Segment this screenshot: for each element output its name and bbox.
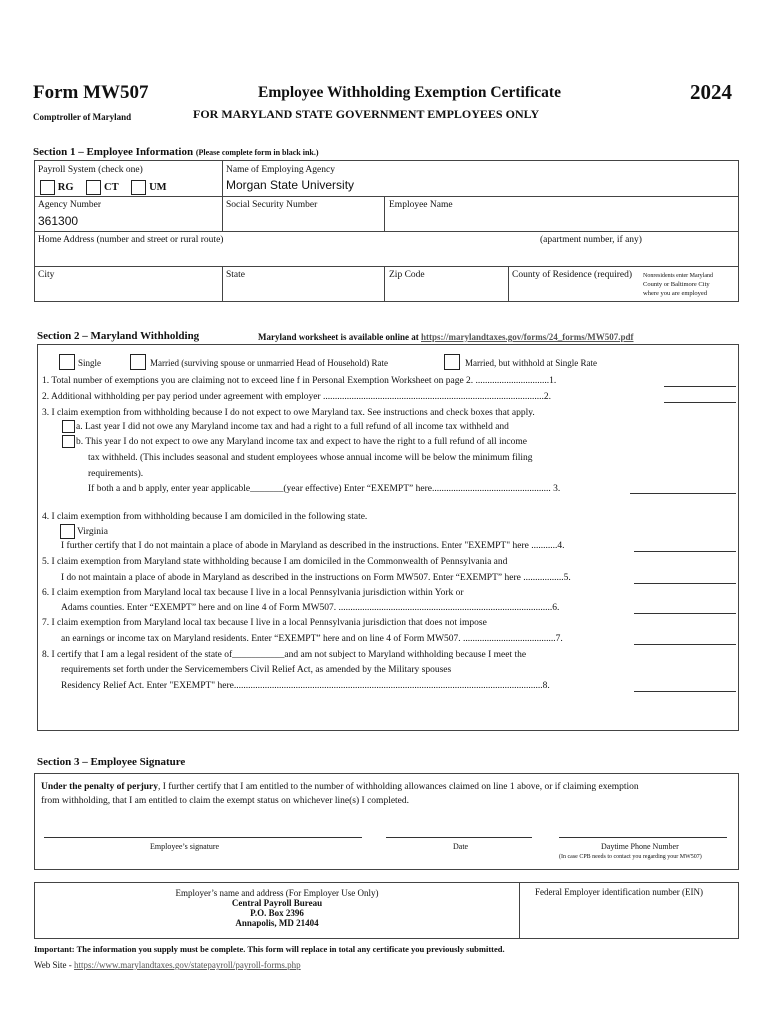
virginia-checkbox[interactable]	[60, 524, 75, 539]
line-3-input[interactable]	[630, 493, 736, 494]
agency-number-cell[interactable]	[35, 197, 223, 232]
line-5: 5. I claim exemption from Maryland state withholding because I am domiciled in the Commonwealth of Pennsylvania and	[42, 557, 508, 567]
line-8: 8. I certify that I am a legal resident of the state of___________and am not subject to Maryland withholding because I meet the	[42, 650, 527, 660]
important-note: Important: The information you supply must be complete. This form will replace in total any certificate you previously submitted.	[34, 944, 505, 954]
employee-name-cell[interactable]	[385, 197, 738, 232]
line-3b-cont-2: requirements).	[88, 469, 144, 479]
agency-name-label: Name of Employing Agency	[226, 165, 335, 175]
agency-number-label: Agency Number	[38, 200, 102, 210]
worksheet-note-text: Maryland worksheet is available online at	[258, 332, 419, 342]
line-3a: a. Last year I did not owe any Maryland income tax and had a right to a full refund of all income tax withheld and	[76, 422, 509, 432]
issuer: Comptroller of Maryland	[33, 112, 132, 122]
city-cell[interactable]	[35, 267, 223, 301]
state-cell[interactable]	[223, 267, 385, 301]
married-rate-label: Married (surviving spouse or unmarried Head of Household) Rate	[150, 358, 388, 368]
line-1-input[interactable]	[664, 386, 736, 387]
website-link[interactable]: https://www.marylandtaxes.gov/statepayroll/payroll-forms.php	[74, 960, 301, 970]
ink-note: (Please complete form in black ink.)	[195, 148, 319, 157]
zip-cell[interactable]	[385, 267, 509, 301]
line-3b: b. This year I do not expect to owe any Maryland income tax and expect to have the right to a full refund of all income	[76, 437, 527, 447]
phone-note: (In case CPB needs to contact you regarding your MW507)	[559, 854, 702, 860]
date-label: Date	[453, 842, 469, 851]
employer-label: Employer’s name and address (For Employer Use Only)	[175, 888, 379, 898]
form-year: 2024	[690, 80, 732, 104]
phone-label: Daytime Phone Number	[601, 842, 679, 851]
payroll-rg-checkbox[interactable]	[40, 180, 55, 195]
line-4-cont: I further certify that I do not maintain a place of abode in Maryland as described in the instructions. Enter "EXEMPT" here ...........4.	[61, 541, 565, 551]
county-note-1: Nonresidents enter Maryland	[643, 273, 713, 279]
line-8-input[interactable]	[634, 691, 736, 692]
employee-info-grid	[34, 160, 739, 302]
section1-heading	[33, 146, 319, 158]
line-5-input[interactable]	[634, 583, 736, 584]
employer-name: Central Payroll Bureau	[231, 898, 323, 908]
section2-title: Section 2 – Maryland Withholding	[37, 330, 200, 342]
county-cell[interactable]	[509, 267, 738, 301]
employer-address-cell	[35, 883, 520, 938]
line-3b-cont-1: tax withheld. (This includes seasonal and student employees whose annual income will be below the minimum filing	[88, 453, 533, 463]
line-6-input[interactable]	[634, 613, 736, 614]
certificate-subtitle: FOR MARYLAND STATE GOVERNMENT EMPLOYEES ONLY	[193, 107, 540, 121]
line-1: 1. Total number of exemptions you are claiming not to exceed line f in Personal Exemption Worksheet on page 2. ...............................1.	[42, 376, 557, 386]
line-3b-checkbox[interactable]	[62, 435, 75, 448]
line-7-input[interactable]	[634, 644, 736, 645]
county-label: County of Residence (required)	[512, 270, 633, 280]
line-4: 4. I claim exemption from withholding because I am domiciled in the following state.	[42, 512, 368, 522]
signature-line[interactable]	[44, 837, 362, 838]
employee-name-label: Employee Name	[389, 200, 453, 210]
line-6-cont: Adams counties. Enter “EXEMPT” here and on line 4 of Form MW507. ..........................................................................................6.	[61, 603, 560, 613]
worksheet-note	[258, 332, 634, 342]
ssn-cell[interactable]	[223, 197, 385, 232]
agency-name-value: Morgan State University	[226, 178, 355, 192]
penalty-statement	[41, 782, 639, 792]
county-note-3: where you are employed	[643, 290, 708, 297]
zip-label: Zip Code	[389, 270, 425, 280]
agency-name-cell[interactable]	[223, 161, 738, 197]
line-2: 2. Additional withholding per pay period under agreement with employer .............................................................................................2.	[42, 392, 551, 402]
line-4-input[interactable]	[634, 551, 736, 552]
penalty-bold: Under the penalty of perjury	[41, 782, 158, 792]
ssn-label: Social Security Number	[226, 200, 318, 210]
agency-number-value: 361300	[38, 214, 79, 228]
payroll-options	[40, 180, 167, 195]
signature-label: Employee’s signature	[150, 842, 220, 851]
phone-line[interactable]	[559, 837, 727, 838]
city-label: City	[38, 270, 55, 280]
line-7: 7. I claim exemption from Maryland local tax because I live in a local Pennsylvania jurisdiction that does not impose	[42, 618, 487, 628]
married-single-checkbox[interactable]	[444, 354, 460, 370]
payroll-um-checkbox[interactable]	[131, 180, 146, 195]
line-7-cont: an earnings or income tax on Maryland residents. Enter “EXEMPT” here and on line 4 of Form MW507. .......................................7.	[61, 634, 563, 644]
payroll-ct-label: CT	[104, 182, 119, 194]
ein-label: Federal Employer identification number (EIN)	[535, 887, 703, 897]
penalty-text: , I further certify that I am entitled to the number of withholding allowances claimed on line 1 above, or if claiming exemption	[157, 782, 639, 792]
payroll-um-label: UM	[149, 182, 167, 194]
county-note-2: County or Baltimore City	[643, 281, 710, 288]
married-single-label: Married, but withhold at Single Rate	[465, 358, 597, 368]
married-rate-checkbox[interactable]	[130, 354, 146, 370]
line-3a-checkbox[interactable]	[62, 420, 75, 433]
section1-title: Section 1 – Employee Information	[33, 146, 194, 158]
single-label: Single	[78, 358, 102, 368]
virginia-label: Virginia	[77, 527, 108, 537]
payroll-system-label: Payroll System (check one)	[38, 165, 143, 175]
worksheet-link[interactable]: https://marylandtaxes.gov/forms/24_forms/MW507.pdf	[421, 332, 634, 342]
signature-box	[34, 773, 739, 870]
home-address-label: Home Address (number and street or rural route)	[38, 235, 224, 245]
certificate-title: Employee Withholding Exemption Certificate	[258, 84, 561, 101]
employer-po-box: P.O. Box 2396	[250, 908, 304, 918]
line-8-cont-1: requirements set forth under the Servicemembers Civil Relief Act, as amended by the Military spouses	[61, 665, 452, 675]
penalty-text-2: from withholding, that I am entitled to claim the exempt status on whichever line(s) I completed.	[41, 796, 410, 806]
date-line[interactable]	[386, 837, 532, 838]
website-label: Web Site -	[34, 960, 75, 970]
line-2-input[interactable]	[664, 402, 736, 403]
home-address-cell[interactable]	[35, 232, 738, 267]
payroll-rg-label: RG	[57, 182, 74, 194]
section3-title: Section 3 – Employee Signature	[37, 756, 186, 768]
line-8-cont-2: Residency Relief Act. Enter "EXEMPT" here..................................................................................................................................8.	[61, 681, 550, 691]
payroll-ct-checkbox[interactable]	[86, 180, 101, 195]
form-title: Form MW507	[33, 82, 149, 103]
website-line	[34, 960, 301, 970]
line-3: 3. I claim exemption from withholding because I do not expect to owe Maryland tax. See instructions and check boxes that apply.	[42, 408, 535, 418]
employer-city: Annapolis, MD 21404	[235, 918, 319, 928]
line-6: 6. I claim exemption from Maryland local tax because I live in a local Pennsylvania jurisdiction within York or	[42, 588, 464, 598]
apartment-label: (apartment number, if any)	[540, 235, 642, 245]
line-5-cont: I do not maintain a place of abode in Maryland as described in the instructions on Form MW507. Enter “EXEMPT” here .................5.	[61, 573, 571, 583]
employer-box	[34, 882, 739, 939]
payroll-system-cell	[35, 161, 223, 197]
line-3b-cont-3: If both a and b apply, enter year applicable_______(year effective) Enter “EXEMPT” here.................................................. 3.	[88, 484, 561, 494]
state-label: State	[226, 270, 245, 280]
single-checkbox[interactable]	[59, 354, 75, 370]
